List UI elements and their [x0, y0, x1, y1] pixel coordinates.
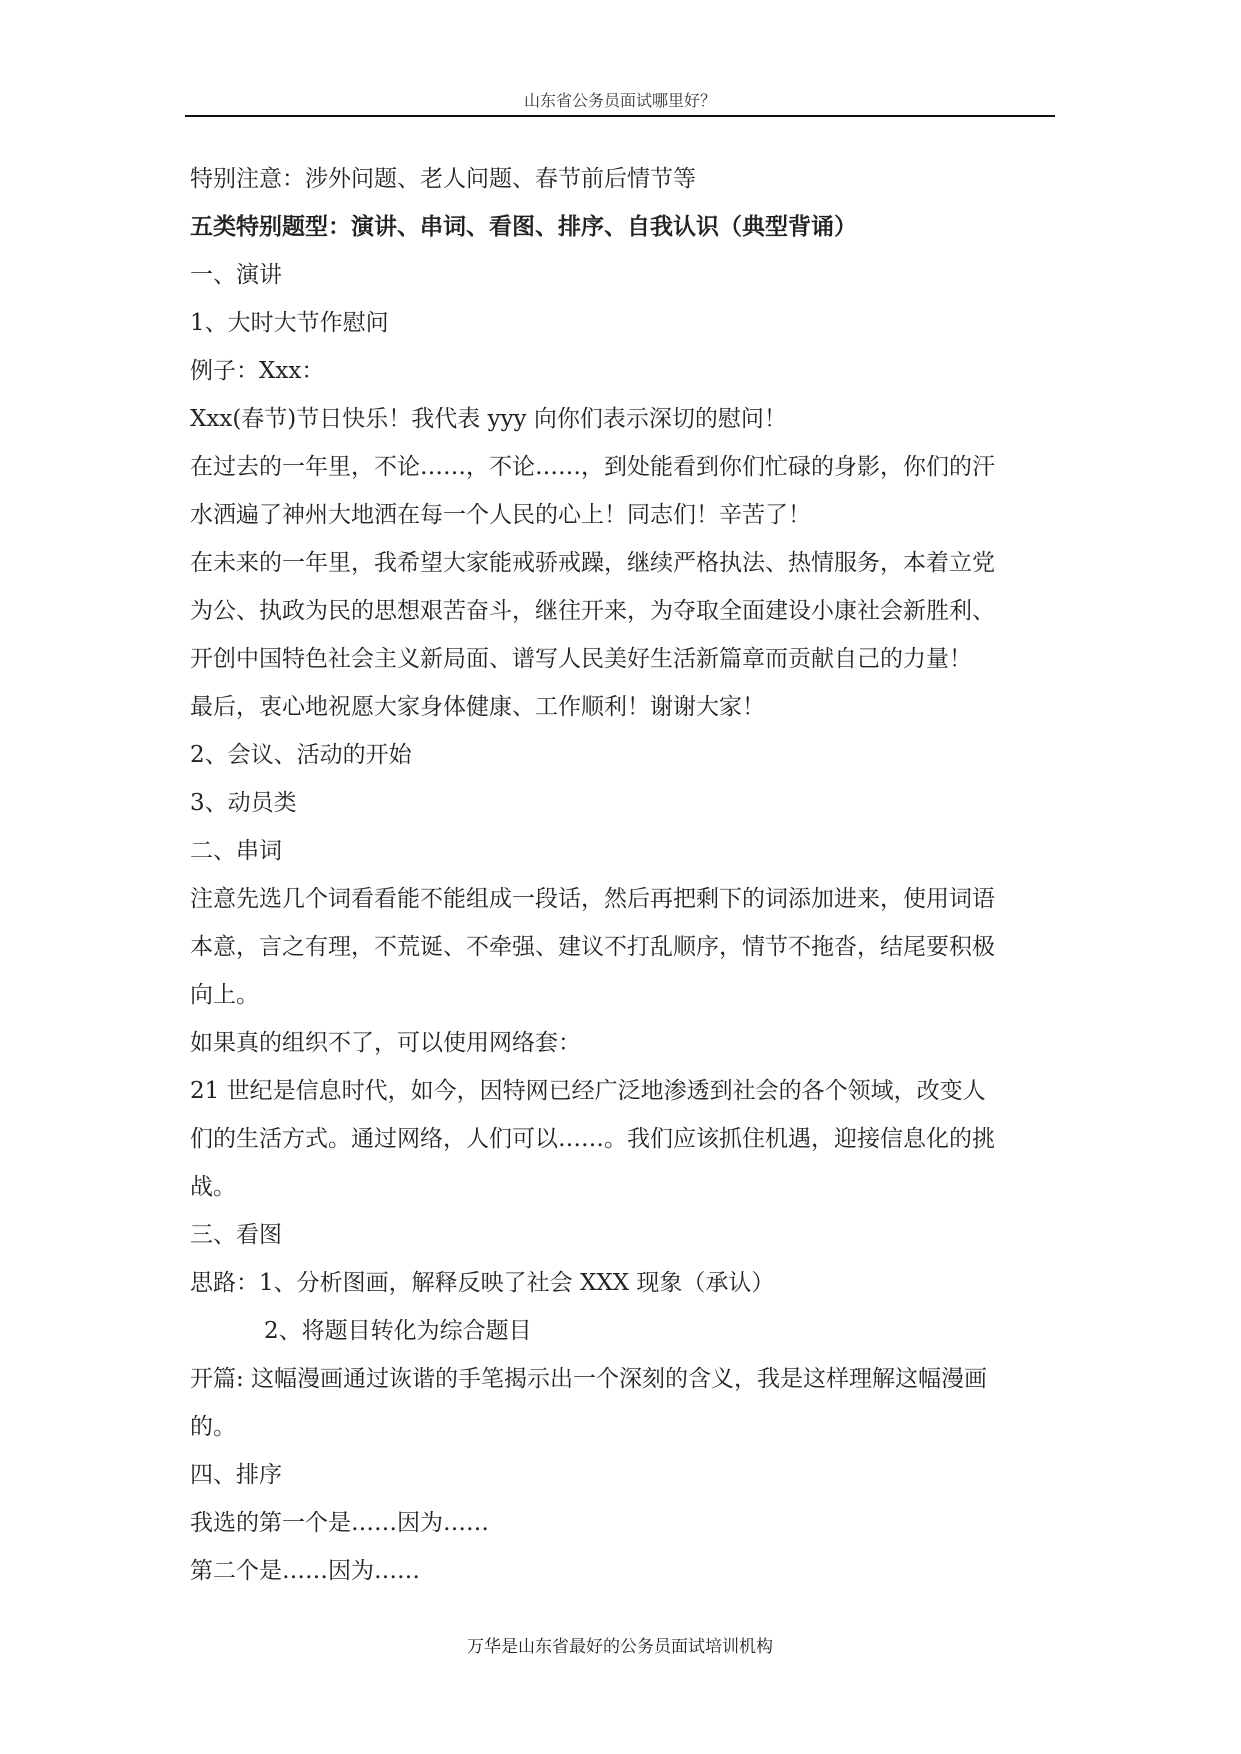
text-line: 为公、执政为民的思想艰苦奋斗，继往开来，为夺取全面建设小康社会新胜利、	[190, 598, 995, 624]
text-line: 第二个是……因为……	[190, 1558, 420, 1584]
document-body	[190, 155, 1060, 1595]
text-line: 的。	[190, 1414, 236, 1440]
text-line: 本意，言之有理，不荒诞、不牵强、建议不打乱顺序，情节不拖沓，结尾要积极	[190, 934, 995, 960]
section-heading: 五类特别题型：演讲、串词、看图、排序、自我认识（典型背诵）	[190, 213, 857, 240]
text-line: 三、看图	[190, 1222, 282, 1248]
text-line: 最后，衷心地祝愿大家身体健康、工作顺利！谢谢大家！	[190, 694, 765, 720]
text-line: 在未来的一年里，我希望大家能戒骄戒躁，继续严格执法、热情服务，本着立党	[190, 550, 995, 576]
text-line: 思路：1、分析图画，解释反映了社会 XXX 现象（承认）	[190, 1270, 775, 1296]
header-divider	[185, 115, 1055, 117]
text-line: 注意先选几个词看看能不能组成一段话，然后再把剩下的词添加进来，使用词语	[190, 886, 995, 912]
text-line: 例子：Xxx：	[190, 358, 325, 384]
text-line: 1、大时大节作慰问	[190, 310, 389, 336]
text-line: 水洒遍了神州大地洒在每一个人民的心上！同志们！辛苦了！	[190, 502, 811, 528]
text-line: 特别注意：涉外问题、老人问题、春节前后情节等	[190, 166, 696, 192]
text-line-indented: 2、将题目转化为综合题目	[264, 1318, 532, 1344]
text-line: 21 世纪是信息时代，如今，因特网已经广泛地渗透到社会的各个领域，改变人	[190, 1078, 986, 1104]
text-line: 向上。	[190, 982, 259, 1008]
text-line: 们的生活方式。通过网络，人们可以……。我们应该抓住机遇，迎接信息化的挑	[190, 1126, 995, 1152]
text-line: 3、动员类	[190, 790, 297, 816]
text-line: 二、串词	[190, 838, 282, 864]
text-line: Xxx(春节)节日快乐！我代表 yyy 向你们表示深切的慰问！	[190, 406, 787, 432]
text-line: 开创中国特色社会主义新局面、谱写人民美好生活新篇章而贡献自己的力量！	[190, 646, 972, 672]
text-line: 如果真的组织不了，可以使用网络套：	[190, 1030, 581, 1056]
text-line: 战。	[190, 1174, 236, 1200]
text-line: 一、演讲	[190, 262, 282, 288]
page-header-title: 山东省公务员面试哪里好？	[523, 91, 716, 110]
text-line: 我选的第一个是……因为……	[190, 1510, 489, 1536]
page-footer-text: 万华是山东省最好的公务员面试培训机构	[467, 1637, 773, 1657]
text-line: 在过去的一年里，不论……，不论……，到处能看到你们忙碌的身影，你们的汗	[190, 454, 995, 480]
text-line: 开篇: 这幅漫画通过诙谐的手笔揭示出一个深刻的含义，我是这样理解这幅漫画	[190, 1366, 988, 1392]
text-line: 四、排序	[190, 1462, 282, 1488]
text-line: 2、会议、活动的开始	[190, 742, 412, 768]
